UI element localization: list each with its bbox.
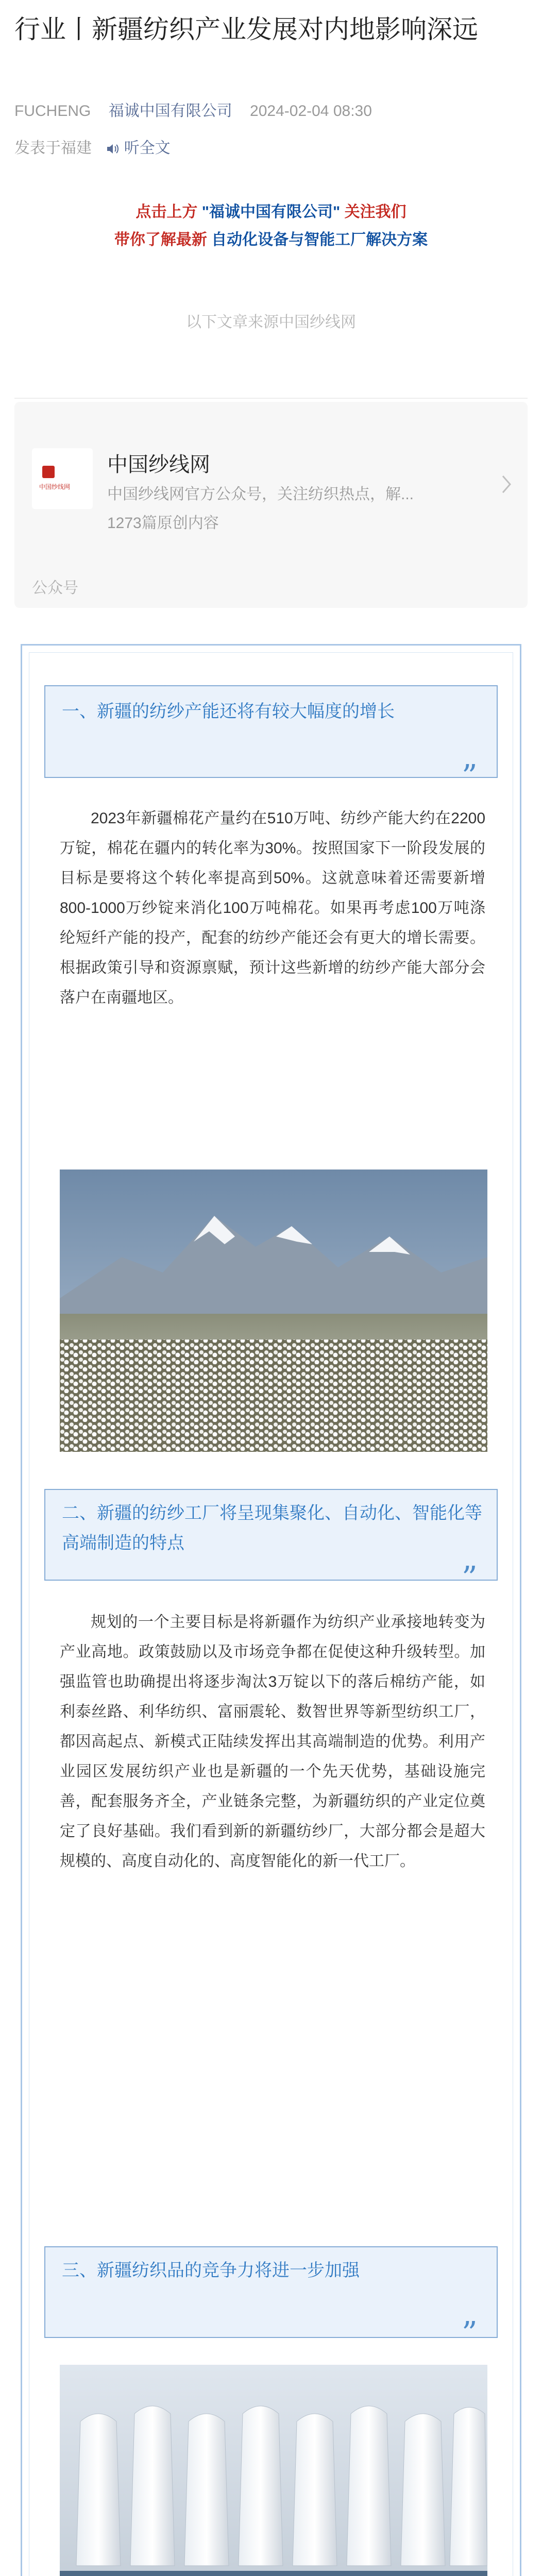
- listen-button[interactable]: [106, 140, 170, 157]
- listen-label: 听全文: [124, 140, 171, 157]
- cotton-field-photo: [60, 1170, 487, 1452]
- quote-icon: ”: [462, 758, 478, 794]
- location-text: 发表于福建: [14, 140, 92, 157]
- promo-text: 关注我们: [344, 204, 406, 221]
- spinning-machine-photo: [60, 2365, 487, 2576]
- quote-icon: ”: [462, 1560, 478, 1596]
- promo-line-1: [0, 199, 542, 222]
- cotton-field-image: [60, 1170, 487, 1452]
- section-1-title: 一、新疆的纺纱产能还将有较大幅度的增长: [62, 702, 395, 721]
- promo-line-2: [0, 227, 542, 249]
- logo-text: 中国纱线网: [39, 483, 71, 490]
- chevron-right-icon: [501, 474, 513, 495]
- promo-text: 带你了解最新: [114, 231, 207, 248]
- logo-mark-icon: [42, 466, 55, 478]
- article-meta: [14, 98, 372, 121]
- card-account-name: 中国纱线网: [107, 453, 210, 476]
- promo-brand: 自动化设备与智能工厂解决方案: [211, 231, 428, 248]
- section-3-title: 三、新疆纺织品的竞争力将进一步加强: [62, 2261, 360, 2280]
- card-type-label: 公众号: [32, 580, 78, 597]
- account-logo: [32, 448, 93, 509]
- spinning-machine-image: [60, 2365, 487, 2576]
- card-article-count: 1273篇原创内容: [107, 515, 219, 532]
- article-title: 行业丨新疆纺织产业发展对内地影响深远: [14, 15, 478, 44]
- account-link[interactable]: 福诚中国有限公司: [108, 103, 232, 120]
- section-2-body: [60, 1607, 485, 1876]
- speaker-icon: [106, 143, 120, 155]
- article-meta-location: [14, 135, 171, 158]
- card-account-desc: 中国纱线网官方公众号，关注纺织热点，解...: [107, 486, 414, 503]
- promo-text: 点击上方: [136, 204, 198, 221]
- divider: [14, 398, 528, 399]
- source-note: 以下文章来源中国纱线网: [186, 314, 356, 331]
- source-tag: FUCHENG: [14, 103, 91, 120]
- paragraph: 2023年新疆棉花产量约在510万吨、纺纱产能大约在2200万锭，棉花在疆内的转化率为30%。按照国家下一阶段发展的目标是要将这个转化率提高到50%。这就意味着还需要新增800-1000万纱锭来消化100万吨棉花。如果再考虑100万吨涤纶短纤产能的投产，配套的纺纱产能还会有更大的增长需要。根据政策引导和资源禀赋，预计这些新增的纺纱产能大部分会落户在南疆地区。: [60, 810, 485, 1006]
- quote-icon: ”: [462, 2315, 478, 2351]
- section-1-body: [60, 804, 485, 1013]
- section-2-title: 二、新疆的纺纱工厂将呈现集聚化、自动化、智能化等高端制造的特点: [62, 1503, 482, 1553]
- promo-brand: "福诚中国有限公司": [201, 204, 341, 221]
- publish-date: 2024-02-04 08:30: [250, 103, 372, 120]
- paragraph: 规划的一个主要目标是将新疆作为纺织产业承接地转变为产业高地。政策鼓励以及市场竞争都在促使这种升级转型。加强监管也助确提出将逐步淘汰3万锭以下的落后棉纺产能，如利泰丝路、利华纺织、富丽震轮、数智世界等新型纺织工厂，都因高起点、新模式正陆续发挥出其高端制造的优势。利用产业园区发展纺织产业也是新疆的一个先天优势，基础设施完善，配套服务齐全，产业链条完整，为新疆纺织的产业定位奠定了良好基础。我们看到新的新疆纺纱厂，大部分都会是超大规模的、高度自动化的、高度智能化的新一代工厂。: [60, 1614, 485, 1870]
